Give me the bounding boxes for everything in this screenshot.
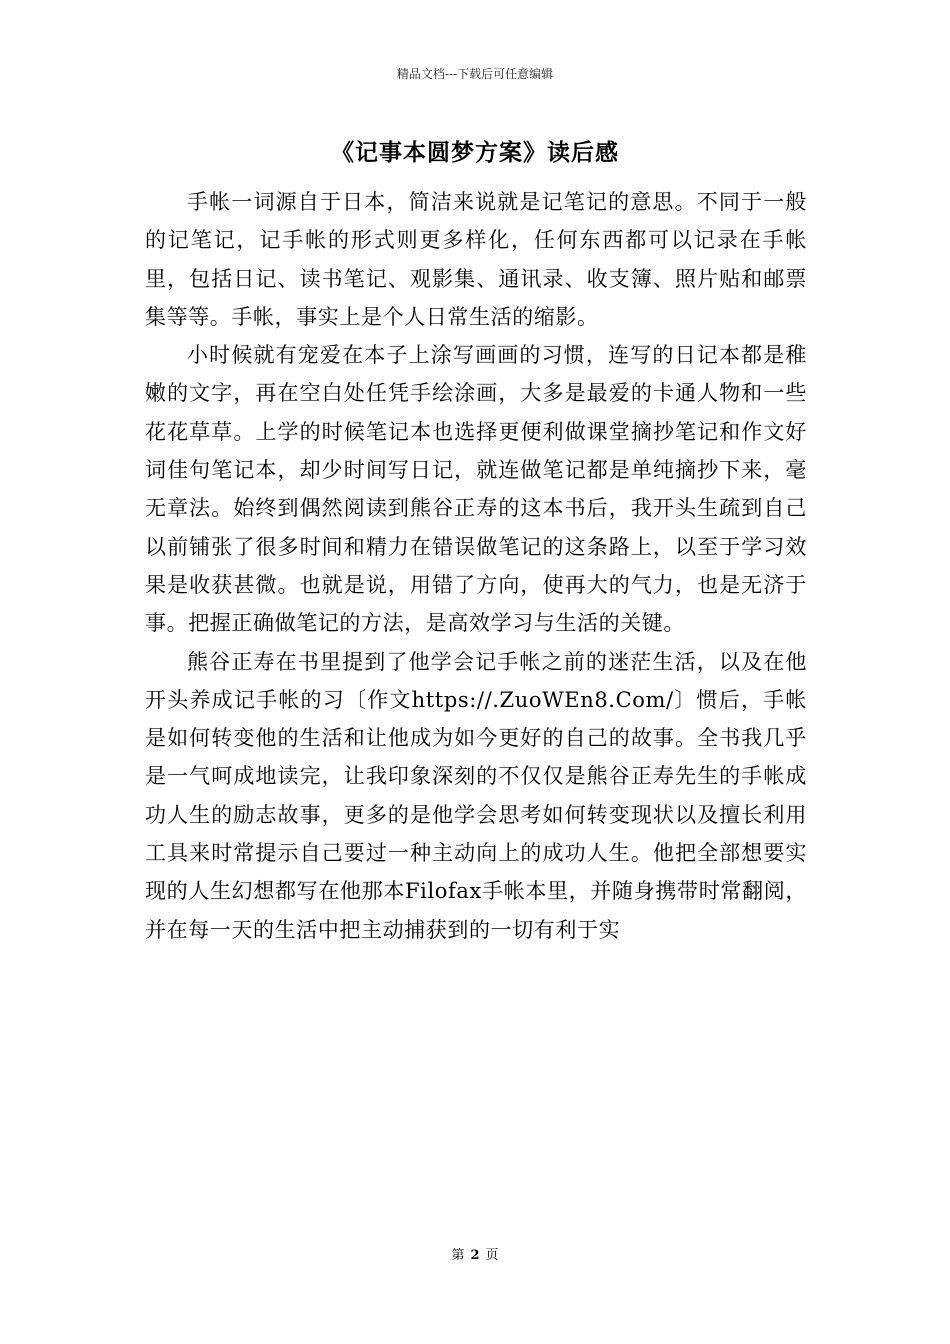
- paragraph-1: 手帐一词源自于日本，简洁来说就是记笔记的意思。不同于一般的记笔记，记手帐的形式则更多样化，任何东西都可以记录在手帐里，包括日记、读书笔记、观影集、通讯录、收支簿、照片贴和邮票集等等。手帐，事实上是个人日常生活的缩影。: [145, 190, 807, 329]
- page-label-prefix: 第: [451, 1248, 465, 1263]
- document-body: [145, 183, 807, 949]
- page-label-suffix: 页: [485, 1248, 499, 1263]
- paragraph-2: 小时候就有宠爱在本子上涂写画画的习惯，连写的日记本都是稚嫩的文字，再在空白处任凭手绘涂画，大多是最爱的卡通人物和一些花花草草。上学的时候笔记本也选择更便利做课堂摘抄笔记和作文好词佳句笔记本，却少时间写日记，就连做笔记都是单纯摘抄下来，毫无章法。始终到偶然阅读到熊谷正寿的这本书后，我开头生疏到自己以前铺张了很多时间和精力在错误做笔记的这条路上，以至于学习效果是收获甚微。也就是说，用错了方向，使再大的气力，也是无济于事。把握正确做笔记的方法，是高效学习与生活的关键。: [145, 343, 807, 636]
- page-footer: [0, 1247, 950, 1265]
- page-header: 精品文档---下载后可任意编辑: [396, 67, 554, 81]
- document-title: 《记事本圆梦方案》读后感: [331, 139, 619, 166]
- page-number: 2: [470, 1248, 480, 1263]
- paragraph-3: 熊谷正寿在书里提到了他学会记手帐之前的迷茫生活，以及在他开头养成记手帐的习〔作文https://.ZuoWEn8.Com/〕惯后，手帐是如何转变他的生活和让他成为如今更好的自己的故事。全书我几乎是一气呵成地读完，让我印象深刻的不仅仅是熊谷正寿先生的手帐成功人生的励志故事，更多的是他学会思考如何转变现状以及擅长利用工具来时常提示自己要过一种主动向上的成功人生。他把全部想要实现的人生幻想都写在他那本Filofax手帐本里，并随身携带时常翻阅，并在每一天的生活中把主动捕获到的一切有利于实: [145, 649, 807, 942]
